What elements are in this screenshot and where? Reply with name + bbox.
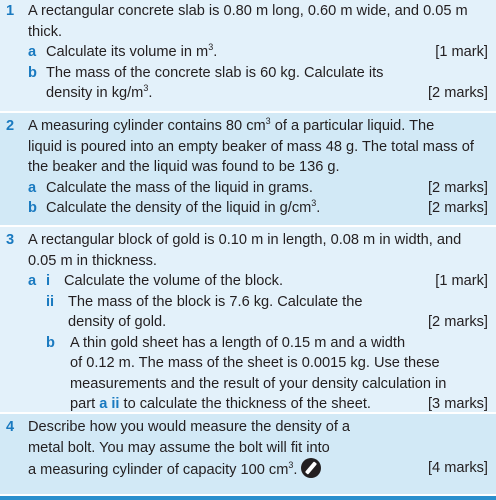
question-number: 3 [6, 232, 15, 248]
part-text: The mass of the block is 7.6 kg. Calculate the [68, 293, 363, 310]
question-number: 4 [6, 419, 15, 435]
question-text: metal bolt. You may assume the bolt will fit into [28, 439, 330, 456]
question-4 [0, 414, 496, 494]
question-number: 1 [6, 3, 15, 19]
question-text: A rectangular block of gold is 0.10 m in length, 0.08 m in width, and [28, 232, 462, 248]
question-text: Describe how you would measure the density of a [28, 419, 351, 435]
part-text: of 0.12 m. The mass of the sheet is 0.0015 kg. Use these [70, 355, 440, 371]
part-letter: a [28, 179, 37, 196]
question-text: thick. [28, 23, 63, 40]
part-letter: b [28, 200, 37, 216]
question-3 [0, 227, 496, 412]
marks-label: [1 mark] [435, 273, 488, 289]
part-text: Calculate the density of the liquid in $g/cm^3$. [46, 198, 321, 216]
bottom-rule [0, 496, 496, 500]
question-2 [0, 113, 496, 225]
marks-label: [2 marks] [427, 179, 488, 196]
question-text: the beaker and the liquid was found to be 136 g. [28, 159, 340, 175]
marks-label: [4 marks] [427, 460, 488, 476]
marks-label: [3 marks] [427, 396, 488, 412]
question-text: A measuring cylinder contains 80 $cm^3$ of a particular liquid. The [28, 116, 435, 134]
marks-label: [1 mark] [435, 44, 488, 60]
part-letter: a [28, 273, 37, 289]
question-number: 2 [6, 118, 15, 134]
pen-icon [301, 458, 321, 478]
question-text: 0.05 m in thickness. [28, 252, 157, 269]
part-text: Calculate the mass of the liquid in grams. [46, 179, 313, 196]
marks-label: [2 marks] [427, 314, 488, 330]
part-text: The mass of the concrete slab is 60 kg. Calculate its [46, 64, 384, 81]
part-text: density of gold. [68, 314, 167, 330]
part-text: A thin gold sheet has a length of 0.15 m and a width [70, 334, 406, 351]
part-text: part a ii to calculate the thickness of the sheet. [70, 396, 371, 412]
part-text: Calculate its volume in $m^3$. [46, 42, 218, 60]
question-text: liquid is poured into an empty beaker of mass 48 g. The total mass of [28, 138, 474, 155]
subpart-letter: ii [46, 293, 55, 310]
part-letter: b [28, 64, 37, 81]
part-reference: a ii [99, 396, 120, 412]
question-1 [0, 0, 496, 111]
marks-label: [2 marks] [427, 85, 488, 101]
question-text: A rectangular concrete slab is 0.80 m long, 0.60 m wide, and 0.05 m [28, 3, 468, 19]
part-letter: a [28, 44, 37, 60]
part-text: density in $kg/m^3$. [46, 83, 153, 101]
subpart-letter: i [46, 273, 51, 289]
part-letter: b [46, 334, 55, 351]
part-text: Calculate the volume of the block. [64, 273, 284, 289]
marks-label: [2 marks] [427, 200, 488, 216]
question-text: a measuring cylinder of capacity 100 $cm^3$. [28, 458, 321, 481]
part-text: measurements and the result of your density calculation in [70, 375, 447, 392]
